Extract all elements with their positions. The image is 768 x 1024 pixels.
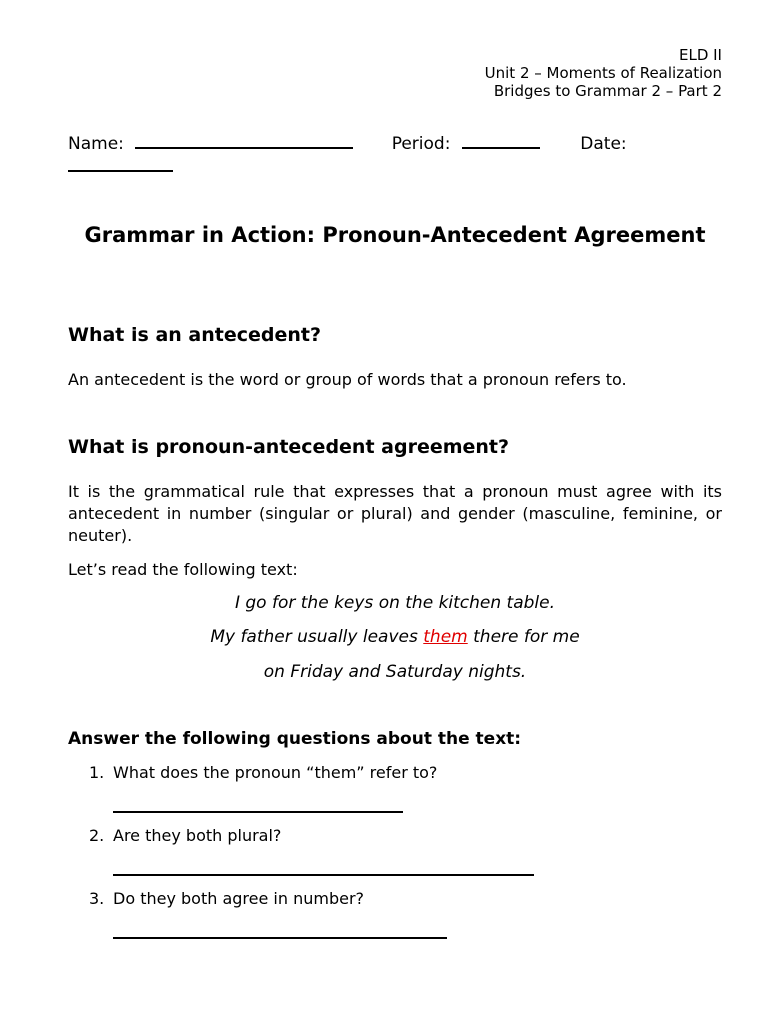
questions-heading: Answer the following questions about the text: <box>68 729 522 749</box>
highlighted-pronoun: them <box>423 627 468 647</box>
text-line-2-start: My father usually leaves <box>210 627 424 647</box>
page-title: Grammar in Action: Pronoun-Antecedent Agreement <box>84 223 706 247</box>
answer-line-3[interactable] <box>113 937 447 939</box>
date-blank[interactable] <box>68 170 173 172</box>
unit-label: Unit 2 – Moments of Realization <box>484 64 722 82</box>
question-number: 2. <box>89 826 105 845</box>
agreement-definition: It is the grammatical rule that expresses that a pronoun must agree with its antecedent in number (singular or plural) and gender (masculine, feminine, or neuter). <box>68 482 722 545</box>
student-info-line <box>68 131 708 155</box>
answer-line-2[interactable] <box>113 874 534 876</box>
question-3 <box>89 889 364 908</box>
name-label: Name: <box>68 134 124 154</box>
antecedent-heading: What is an antecedent? <box>68 324 321 346</box>
text-line-2 <box>68 627 722 647</box>
question-number: 3. <box>89 889 105 908</box>
question-text: Are they both plural? <box>113 826 282 845</box>
course-label: ELD II <box>678 46 722 64</box>
name-blank[interactable] <box>135 131 353 149</box>
text-line-3: on Friday and Saturday nights. <box>263 662 527 682</box>
document-header <box>485 46 722 100</box>
date-label: Date: <box>580 134 627 154</box>
question-number: 1. <box>89 763 105 782</box>
text-line-2-end: there for me <box>467 627 580 647</box>
question-2 <box>89 826 281 845</box>
reading-intro: Let’s read the following text: <box>68 560 298 579</box>
lesson-label: Bridges to Grammar 2 – Part 2 <box>493 82 722 100</box>
period-label: Period: <box>391 134 451 154</box>
agreement-heading: What is pronoun-antecedent agreement? <box>68 436 510 458</box>
text-line-1: I go for the keys on the kitchen table. <box>234 593 556 613</box>
period-blank[interactable] <box>462 131 540 149</box>
question-text: What does the pronoun “them” refer to? <box>113 763 438 782</box>
question-1 <box>89 763 437 782</box>
answer-line-1[interactable] <box>113 811 403 813</box>
question-text: Do they both agree in number? <box>113 889 365 908</box>
antecedent-definition: An antecedent is the word or group of words that a pronoun refers to. <box>68 370 627 389</box>
